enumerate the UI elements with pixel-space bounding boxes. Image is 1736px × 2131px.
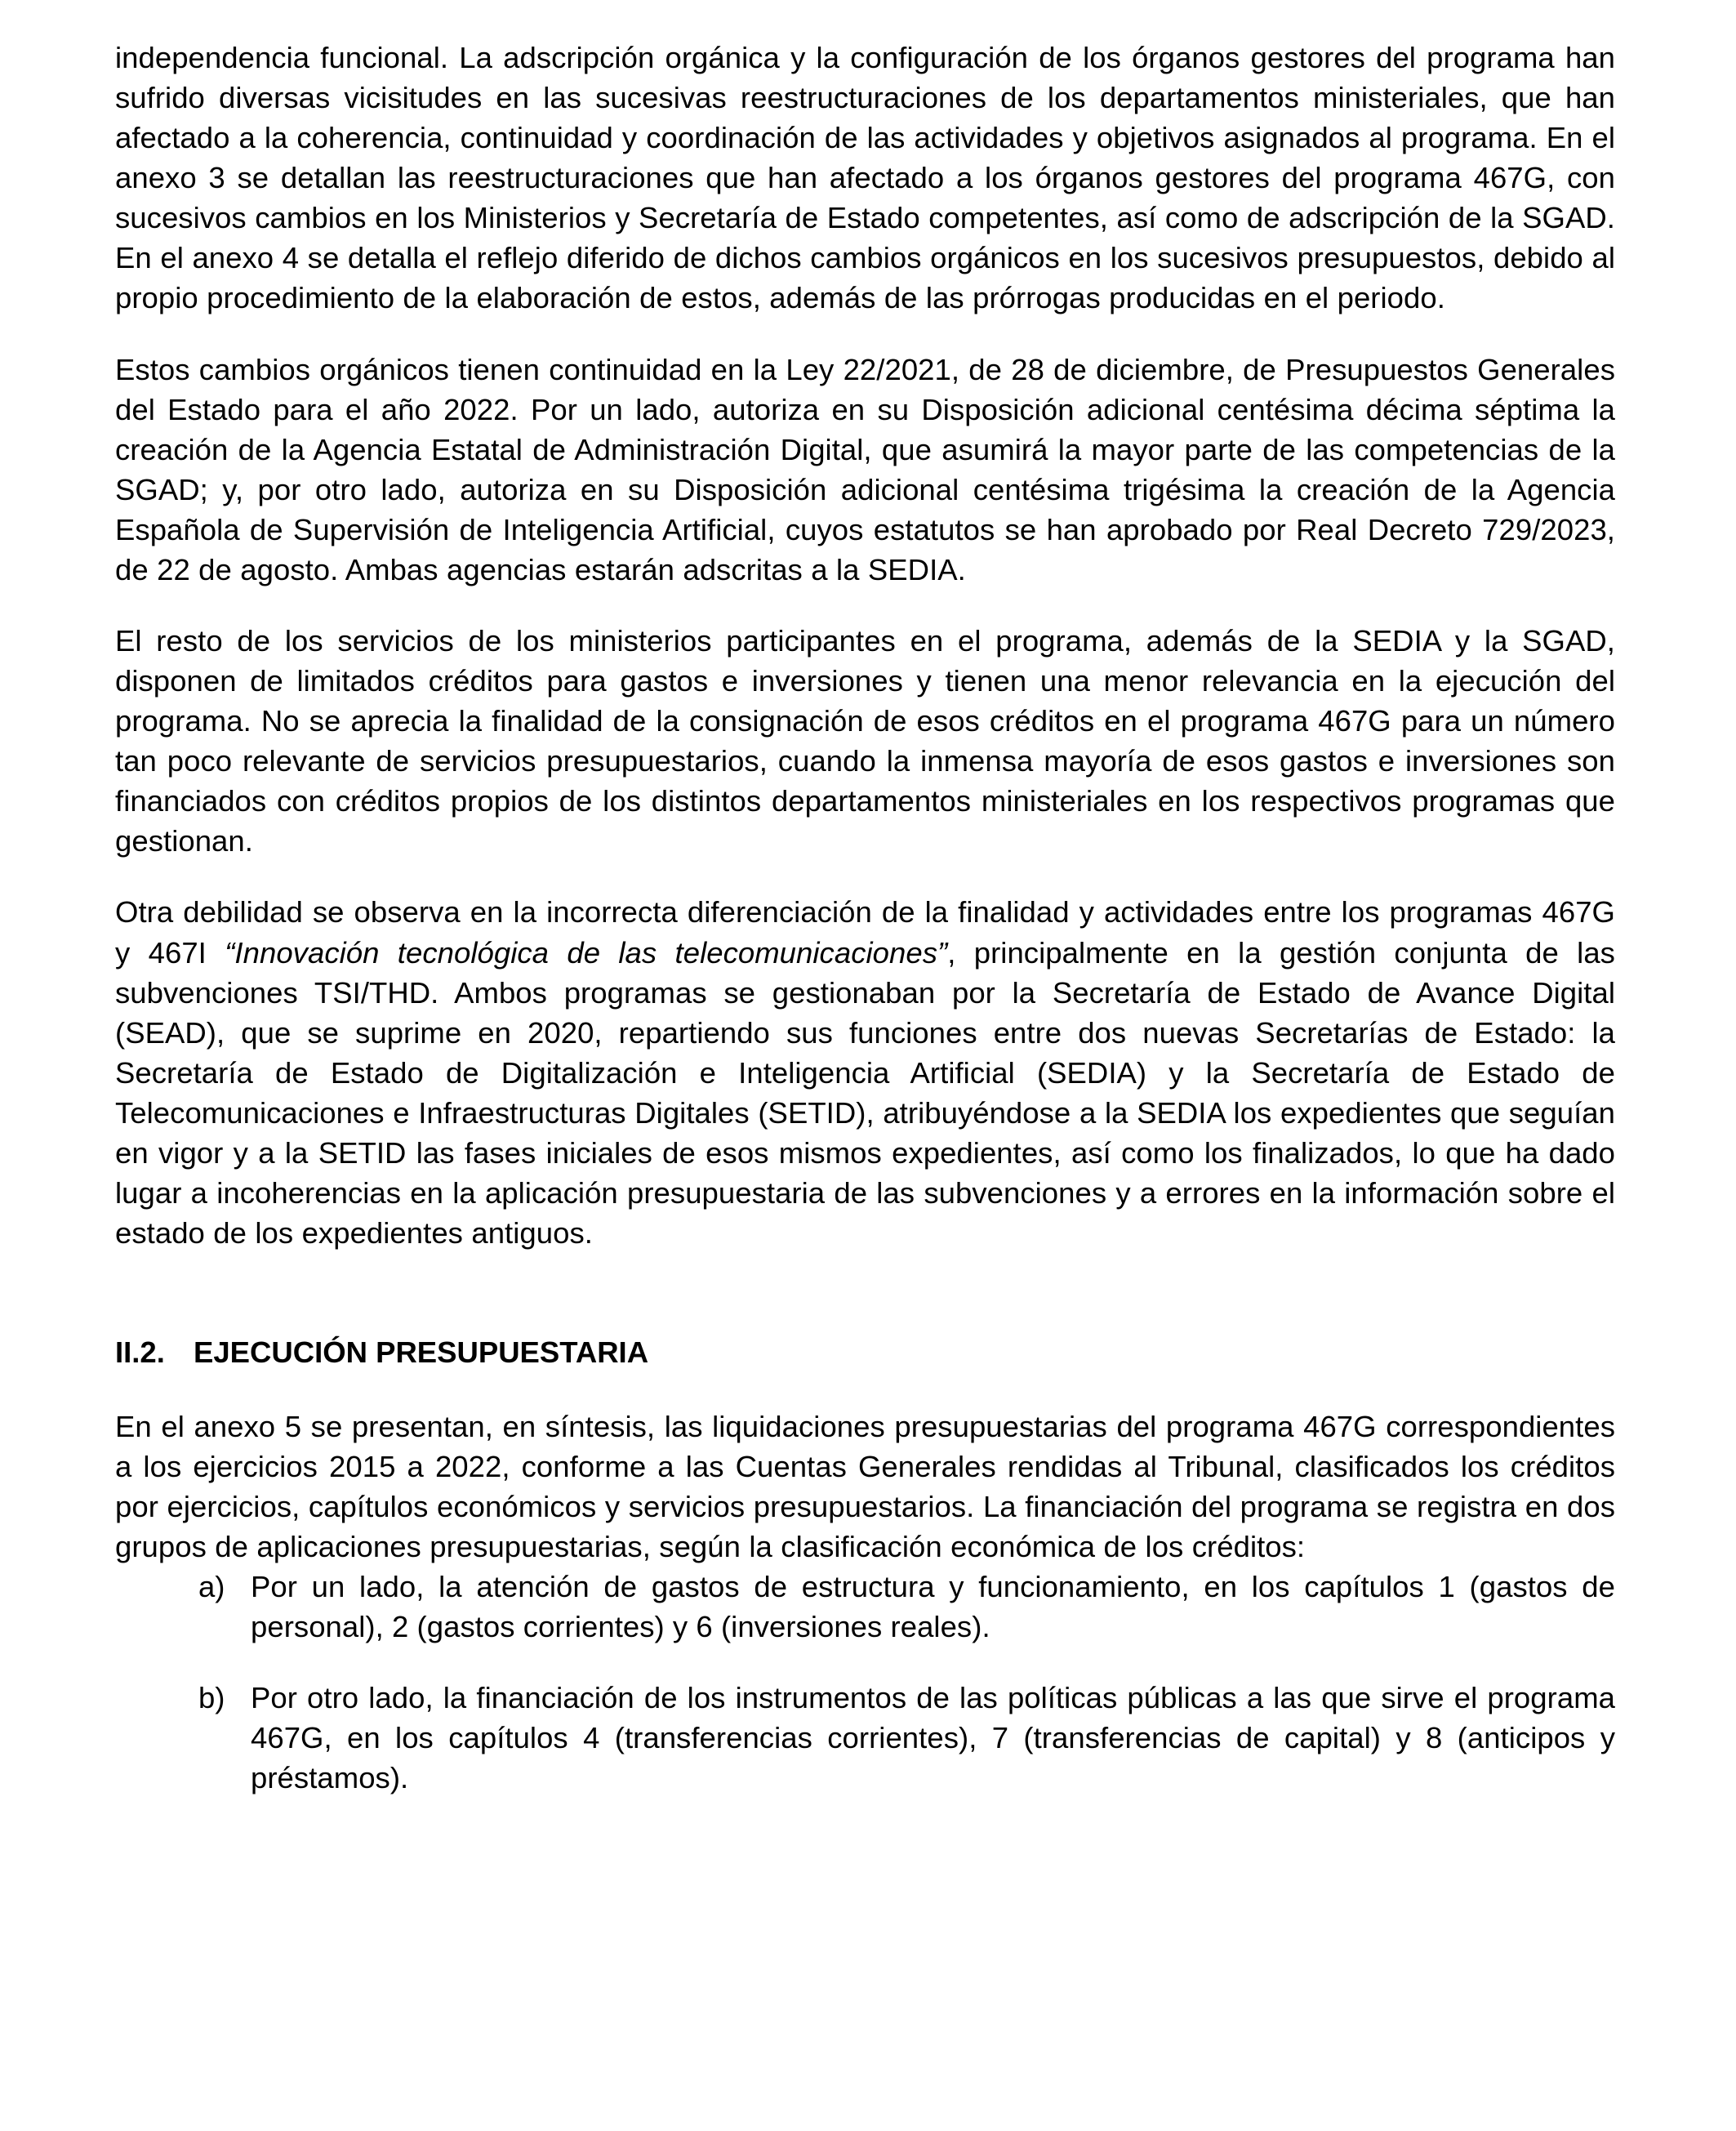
list-item-marker: a) xyxy=(198,1569,225,1603)
paragraph-weakness-differentiation xyxy=(115,892,1615,1253)
section-title: EJECUCIÓN PRESUPUESTARIA xyxy=(194,1335,649,1370)
program-title-italic: “Innovación tecnológica de las telecomunicaciones” xyxy=(225,935,948,970)
section-heading xyxy=(115,1333,1615,1371)
list-item-text: Por un lado, la atención de gastos de estructura y funcionamiento, en los capítulos 1 (gastos de personal), 2 (gastos corrientes) y 6 (inversiones reales). xyxy=(251,1569,1615,1644)
paragraph-text-after-italic: , principalmente en la gestión conjunta de las subvenciones TSI/THD. Ambos programas se gestionaban por la Secretaría de Estado de Avance Digital (SEAD), que se suprime en 2020, repartiendo sus funciones entre dos nuevas Secretarías de Estado: la Secretaría de Estado de Digitalización e Inteligencia Artificial (SEDIA) y la Secretaría de Estado de Telecomunicaciones e Infraestructuras Digitales (SETID), atribuyéndose a la SEDIA los expedientes que seguían en vigor y a la SETID las fases iniciales de esos mismos expedientes, así como los finalizados, lo que ha dado lugar a incoherencias en la aplicación presupuestaria de las subvenciones y a errores en la información sobre el estado de los expedientes antiguos. xyxy=(115,935,1615,1251)
paragraph-organic-changes: Estos cambios orgánicos tienen continuidad en la Ley 22/2021, de 28 de diciembre, de Presupuestos Generales del Estado para el año 2022. Por un lado, autoriza en su Disposición adicional centésima décima séptima la creación de la Agencia Estatal de Administración Digital, que asumirá la mayor parte de las competencias de la SGAD; y, por otro lado, autoriza en su Disposición adicional centésima trigésima la creación de la Agencia Española de Supervisión de Inteligencia Artificial, cuyos estatutos se han aprobado por Real Decreto 729/2023, de 22 de agosto. Ambas agencias estarán adscritas a la SEDIA. xyxy=(115,352,1615,586)
paragraph-text-before-italic: Otra debilidad se observa en la incorrecta diferenciación de la finalidad y actividades entre los programas 467G y 467I xyxy=(115,895,1615,970)
lettered-list xyxy=(115,1567,1615,1798)
paragraph-annex5-intro: En el anexo 5 se presentan, en síntesis, las liquidaciones presupuestarias del programa 467G correspondientes a los ejercicios 2015 a 2022, conforme a las Cuentas Generales rendidas al Tribunal, clasificados los créditos por ejercicios, capítulos económicos y servicios presupuestarios. La financiación del programa se registra en dos grupos de aplicaciones presupuestarias, según la clasificación económica de los créditos: xyxy=(115,1409,1615,1563)
list-item xyxy=(115,1678,1615,1798)
section-number: II.2. xyxy=(115,1335,165,1370)
paragraph-continuation: independencia funcional. La adscripción orgánica y la configuración de los órganos gestores del programa han sufrido diversas vicisitudes en las sucesivas reestructuraciones de los departamentos ministeriales, que han afectado a la coherencia, continuidad y coordinación de las actividades y objetivos asignados al programa. En el anexo 3 se detallan las reestructuraciones que han afectado a los órganos gestores del programa 467G, con sucesivos cambios en los Ministerios y Secretaría de Estado competentes, así como de adscripción de la SGAD. En el anexo 4 se detalla el reflejo diferido de dichos cambios orgánicos en los sucesivos presupuestos, debido al propio procedimiento de la elaboración de estos, además de las prórrogas producidas en el periodo. xyxy=(115,41,1615,315)
paragraph-other-services: El resto de los servicios de los ministerios participantes en el programa, además de la SEDIA y la SGAD, disponen de limitados créditos para gastos e inversiones y tienen una menor relevancia en la ejecución del programa. No se aprecia la finalidad de la consignación de esos créditos en el programa 467G para un número tan poco relevante de servicios presupuestarios, cuando la inmensa mayoría de esos gastos e inversiones son financiados con créditos propios de los distintos departamentos ministeriales en los respectivos programas que gestionan. xyxy=(115,624,1615,858)
heading-spacer xyxy=(115,1284,1615,1333)
list-item-marker: b) xyxy=(198,1681,225,1715)
list-item xyxy=(115,1567,1615,1647)
list-item-text: Por otro lado, la financiación de los instrumentos de las políticas públicas a las que sirve el programa 467G, en los capítulos 4 (transferencias corrientes), 7 (transferencias de capital) y 8 (anticipos y préstamos). xyxy=(251,1681,1615,1795)
